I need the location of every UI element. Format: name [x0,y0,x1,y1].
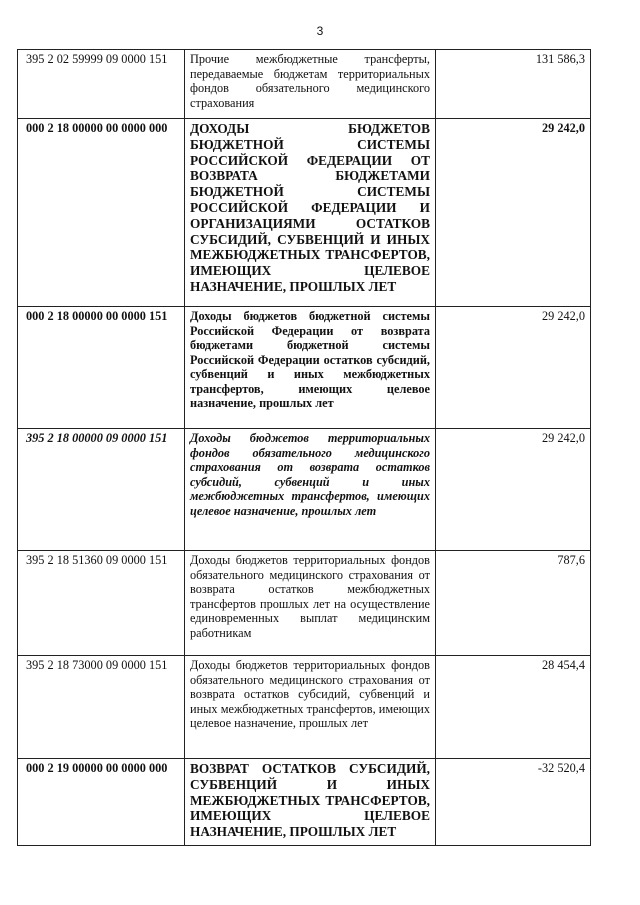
table-row [18,50,591,119]
budget-code: 000 2 18 00000 00 0000 151 [18,307,185,429]
revenue-description: Доходы бюджетов бюджетной системы Российской Федерации от возврата бюджетами бюджетной системы Российской Федерации остатков субсидий, субвенций и иных межбюджетных трансфертов, имеющих целевое назначение, прошлых лет [185,307,436,429]
budget-code: 395 2 18 51360 09 0000 151 [18,551,185,656]
budget-code: 395 2 02 59999 09 0000 151 [18,50,185,119]
budget-code: 395 2 18 73000 09 0000 151 [18,656,185,759]
revenue-description: Прочие межбюджетные трансферты, передаваемые бюджетам территориальных фондов обязательного медицинского страхования [185,50,436,119]
amount-value: 29 242,0 [436,429,591,551]
revenue-description: Доходы бюджетов территориальных фондов обязательного медицинского страхования от возврата остатков субсидий, субвенций и иных межбюджетных трансфертов, имеющих целевое назначение, прошлых лет [185,656,436,759]
amount-value: 29 242,0 [436,119,591,307]
amount-value: -32 520,4 [436,759,591,846]
table-row [18,307,591,429]
amount-value: 29 242,0 [436,307,591,429]
revenue-description: ДОХОДЫ БЮДЖЕТОВ БЮДЖЕТНОЙ СИСТЕМЫ РОССИЙСКОЙ ФЕДЕРАЦИИ ОТ ВОЗВРАТА БЮДЖЕТАМИ БЮДЖЕТНОЙ СИСТЕМЫ РОССИЙСКОЙ ФЕДЕРАЦИИ И ОРГАНИЗАЦИЯМИ ОСТАТКОВ СУБСИДИЙ, СУБВЕНЦИЙ И ИНЫХ МЕЖБЮДЖЕТНЫХ ТРАНСФЕРТОВ, ИМЕЮЩИХ ЦЕЛЕВОЕ НАЗНАЧЕНИЕ, ПРОШЛЫХ ЛЕТ [185,119,436,307]
amount-value: 131 586,3 [436,50,591,119]
amount-value: 787,6 [436,551,591,656]
budget-table [17,49,591,846]
amount-value: 28 454,4 [436,656,591,759]
revenue-description: ВОЗВРАТ ОСТАТКОВ СУБСИДИЙ, СУБВЕНЦИЙ И ИНЫХ МЕЖБЮДЖЕТНЫХ ТРАНСФЕРТОВ, ИМЕЮЩИХ ЦЕЛЕВОЕ НАЗНАЧЕНИЕ, ПРОШЛЫХ ЛЕТ [185,759,436,846]
budget-code: 395 2 18 00000 09 0000 151 [18,429,185,551]
revenue-description: Доходы бюджетов территориальных фондов обязательного медицинского страхования от возврата остатков межбюджетных трансфертов прошлых лет на осуществление единовременных выплат медицинским работникам [185,551,436,656]
table-row [18,119,591,307]
table-row [18,551,591,656]
budget-code: 000 2 19 00000 00 0000 000 [18,759,185,846]
budget-code: 000 2 18 00000 00 0000 000 [18,119,185,307]
table-row [18,759,591,846]
table-row [18,656,591,759]
table-row [18,429,591,551]
page-number: 3 [316,24,324,38]
revenue-description: Доходы бюджетов территориальных фондов обязательного медицинского страхования от возврата остатков субсидий, субвенций и иных межбюджетных трансфертов, имеющих целевое назначение, прошлых лет [185,429,436,551]
